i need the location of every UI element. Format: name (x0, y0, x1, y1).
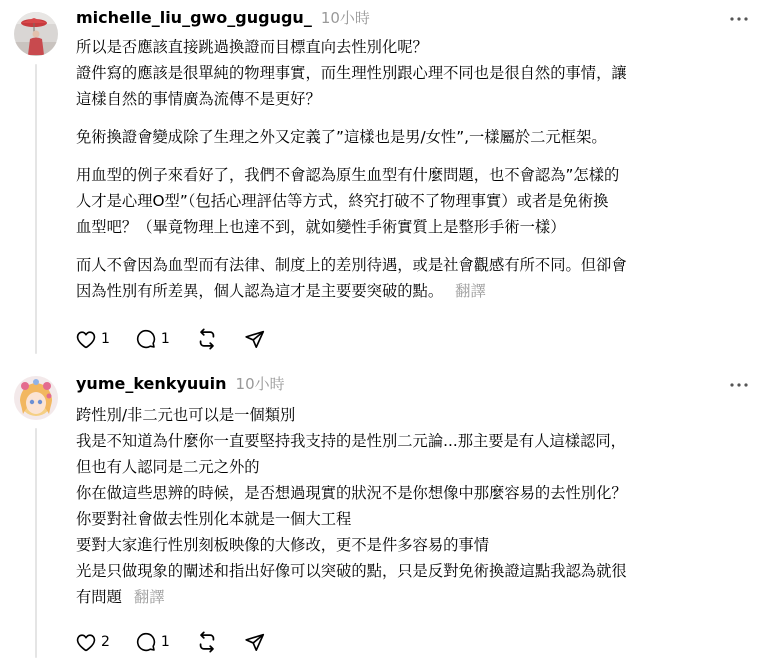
translate-link[interactable]: 翻譯 (455, 282, 486, 300)
post-header (76, 373, 285, 395)
reply-count: 1 (160, 634, 170, 650)
like-button[interactable] (72, 628, 114, 656)
repost-icon (196, 328, 218, 350)
more-options-icon[interactable] (728, 375, 750, 395)
paragraph (76, 252, 766, 304)
text-line: 你要對社會做去性別化本就是一個大工程 (76, 510, 352, 528)
avatar[interactable] (14, 376, 58, 420)
username[interactable]: yume_kenkyuuin (76, 374, 227, 393)
text-line: 因為性別有所差異，個人認為這才是主要要突破的點。 (76, 282, 444, 300)
text-line: 用血型的例子來看好了，我們不會認為原生血型有什麼問題，也不會認為”怎樣的 (76, 166, 620, 184)
paragraph (76, 124, 766, 150)
text-line: 我是不知道為什麼你一直要堅持我支持的是性別二元論...那主要是有人這樣認同， (76, 432, 626, 450)
thread-line (35, 428, 37, 658)
reply-count: 1 (160, 331, 170, 347)
send-icon (244, 329, 265, 350)
text-line: 人才是心理O型”（包括心理評估等方式，終究打破不了物理事實）或者是免術換 (76, 192, 609, 210)
timestamp[interactable]: 10小時 (235, 375, 285, 393)
like-count: 2 (101, 634, 110, 650)
text-line: 要對大家進行性別刻板映像的大修改，更不是件多容易的事情 (76, 536, 490, 554)
comment-icon (136, 632, 156, 652)
paragraph (76, 162, 766, 240)
repost-icon (196, 631, 218, 653)
post-body (76, 34, 766, 304)
comment-icon (136, 329, 156, 349)
text-line: 光是只做現象的闡述和指出好像可以突破的點，只是反對免術換證這點我認為就很 (76, 562, 627, 580)
thread-line (35, 64, 37, 354)
send-icon (244, 632, 265, 653)
paragraph (76, 34, 766, 112)
like-button[interactable] (72, 325, 114, 353)
text-line: 血型吧？（畢竟物理上也達不到，就如變性手術實質上是整形手術一樣） (76, 218, 566, 236)
text-line: 而人不會因為血型而有法律、制度上的差別待遇，或是社會觀感有所不同。但卻會 (76, 256, 627, 274)
reply-button[interactable] (132, 325, 174, 353)
text-line: 但也有人認同是二元之外的 (76, 458, 260, 476)
heart-icon (76, 633, 96, 652)
post-header (76, 7, 370, 29)
text-line: 跨性別/非二元也可以是一個類別 (76, 406, 296, 424)
post-body (76, 402, 766, 610)
repost-button[interactable] (192, 325, 222, 353)
translate-link[interactable]: 翻譯 (133, 588, 165, 606)
reply-post (0, 366, 776, 660)
like-count: 1 (101, 331, 110, 347)
share-button[interactable] (240, 628, 269, 656)
text-line: 有問題 (76, 588, 122, 606)
action-bar (72, 325, 287, 353)
action-bar (72, 628, 287, 656)
text-line: 證件寫的應該是很單純的物理事實，而生理性別跟心理不同也是很自然的事情，讓 (76, 64, 627, 82)
username[interactable]: michelle_liu_gwo_gugugu_ (76, 8, 312, 27)
share-button[interactable] (240, 325, 269, 353)
text-line: 你在做這些思辨的時候，是否想過現實的狀況不是你想像中那麼容易的去性別化？ (76, 484, 627, 502)
reply-button[interactable] (132, 628, 174, 656)
text-line: 免術換證會變成除了生理之外又定義了”這樣也是男/女性”,一樣屬於二元框架。 (76, 128, 607, 146)
repost-button[interactable] (192, 628, 222, 656)
more-options-icon[interactable] (728, 9, 750, 29)
text-line: 這樣自然的事情廣為流傳不是更好？ (76, 90, 321, 108)
timestamp[interactable]: 10小時 (320, 9, 370, 27)
text-line: 所以是否應該直接跳過換證而目標直向去性別化呢？ (76, 38, 428, 56)
avatar[interactable] (14, 12, 58, 56)
heart-icon (76, 330, 96, 349)
paragraph (76, 402, 766, 610)
